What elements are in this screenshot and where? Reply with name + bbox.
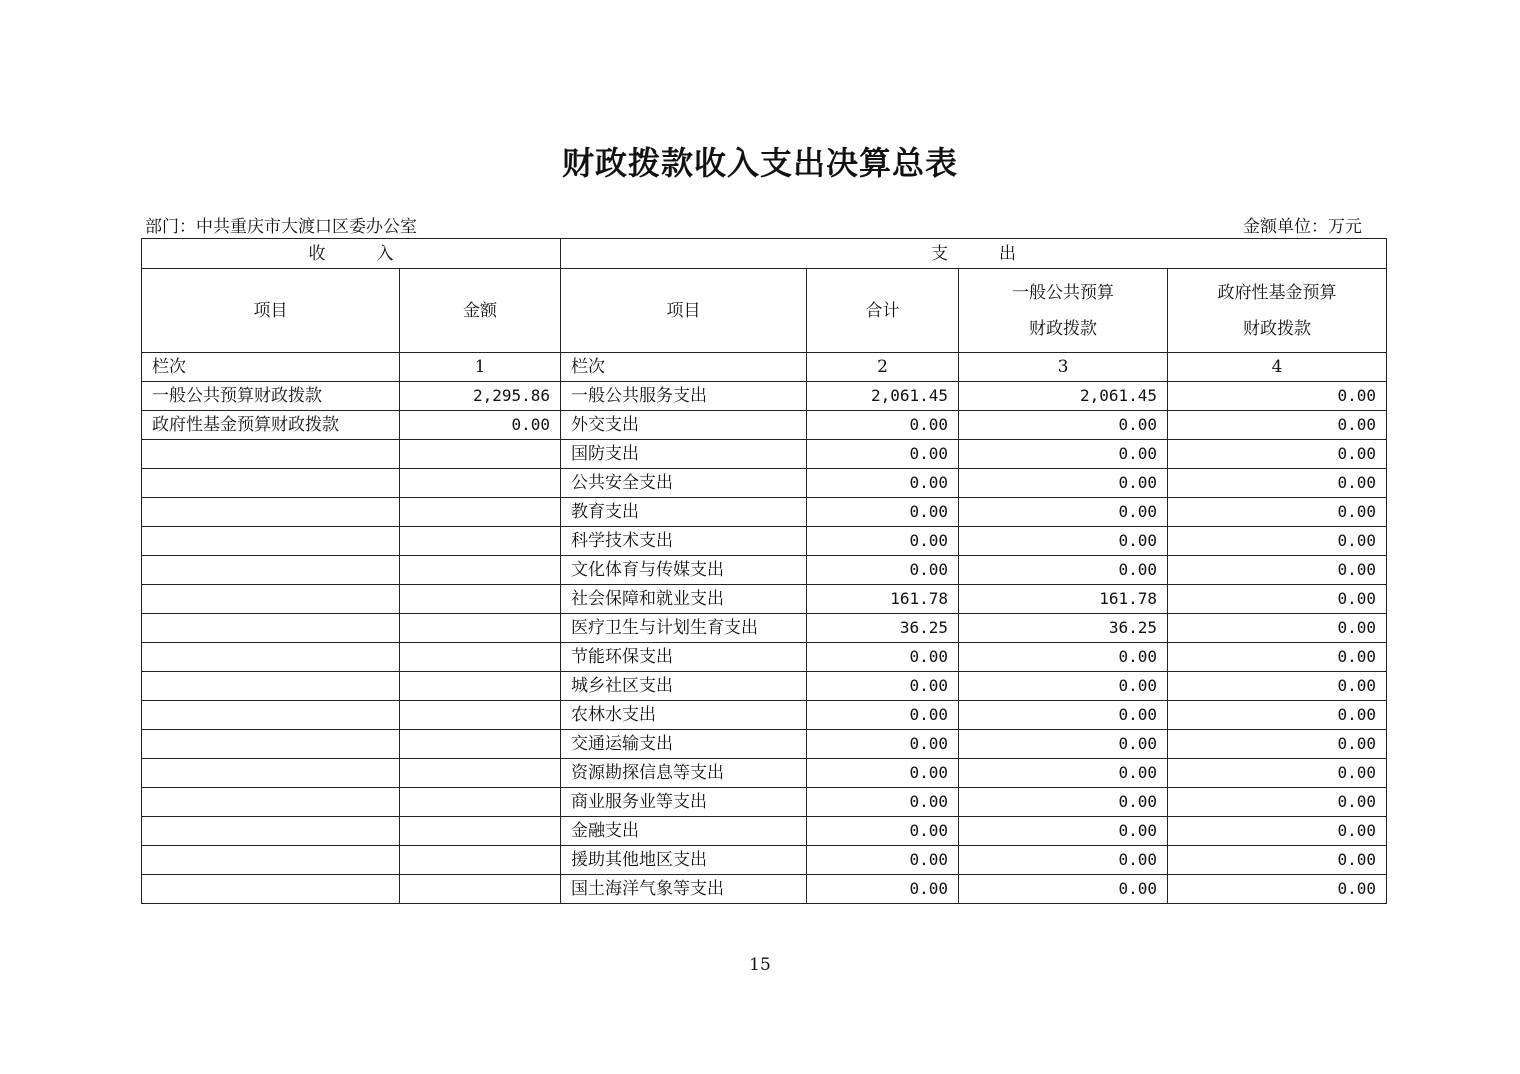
income-amount-cell [400, 875, 561, 904]
total-cell: 0.00 [807, 527, 959, 556]
total-cell: 2,061.45 [807, 382, 959, 411]
general-budget-cell: 0.00 [959, 730, 1168, 759]
column-header-row [142, 269, 1387, 353]
table-row [142, 701, 1387, 730]
total-cell: 0.00 [807, 817, 959, 846]
general-budget-cell: 0.00 [959, 643, 1168, 672]
column-index-4: 4 [1168, 353, 1387, 382]
table-row [142, 527, 1387, 556]
expense-item-cell: 城乡社区支出 [561, 672, 807, 701]
general-budget-cell: 0.00 [959, 701, 1168, 730]
income-item-cell [142, 701, 400, 730]
table-row [142, 382, 1387, 411]
income-item-cell [142, 846, 400, 875]
expense-item-cell: 商业服务业等支出 [561, 788, 807, 817]
fund-budget-cell: 0.00 [1168, 382, 1387, 411]
fund-budget-cell: 0.00 [1168, 643, 1387, 672]
table-row [142, 817, 1387, 846]
income-item-cell [142, 469, 400, 498]
income-item-cell [142, 875, 400, 904]
income-amount-cell [400, 498, 561, 527]
general-budget-cell: 161.78 [959, 585, 1168, 614]
column-index-row [142, 353, 1387, 382]
income-item-cell [142, 585, 400, 614]
total-cell: 0.00 [807, 672, 959, 701]
expense-item-cell: 教育支出 [561, 498, 807, 527]
fund-budget-cell: 0.00 [1168, 469, 1387, 498]
expense-item-cell: 农林水支出 [561, 701, 807, 730]
expense-item-cell: 国防支出 [561, 440, 807, 469]
column-index-label-expense: 栏次 [561, 353, 807, 382]
income-amount-cell [400, 846, 561, 875]
table-row [142, 556, 1387, 585]
expense-item-cell: 交通运输支出 [561, 730, 807, 759]
header-income-item: 项目 [142, 269, 400, 353]
expense-item-cell: 援助其他地区支出 [561, 846, 807, 875]
income-item-cell [142, 498, 400, 527]
income-amount-cell [400, 788, 561, 817]
general-budget-cell: 0.00 [959, 788, 1168, 817]
fund-budget-cell: 0.00 [1168, 875, 1387, 904]
header-income-amount: 金额 [400, 269, 561, 353]
fund-budget-cell: 0.00 [1168, 411, 1387, 440]
fund-budget-cell: 0.00 [1168, 759, 1387, 788]
header-total: 合计 [807, 269, 959, 353]
table-row [142, 585, 1387, 614]
income-item-cell [142, 440, 400, 469]
table-row [142, 730, 1387, 759]
income-amount-cell [400, 759, 561, 788]
income-item-cell [142, 527, 400, 556]
table-row [142, 498, 1387, 527]
total-cell: 0.00 [807, 701, 959, 730]
table-row [142, 759, 1387, 788]
income-item-cell [142, 643, 400, 672]
section-income: 收 入 [142, 239, 561, 269]
fund-budget-cell: 0.00 [1168, 585, 1387, 614]
general-budget-cell: 0.00 [959, 875, 1168, 904]
general-budget-cell: 0.00 [959, 846, 1168, 875]
general-budget-cell: 0.00 [959, 440, 1168, 469]
header-general-line2: 财政拨款 [1029, 318, 1097, 339]
header-expense-item: 项目 [561, 269, 807, 353]
budget-table [141, 238, 1387, 904]
header-general-budget [959, 269, 1168, 353]
expense-item-cell: 一般公共服务支出 [561, 382, 807, 411]
table-row [142, 875, 1387, 904]
table-row [142, 614, 1387, 643]
income-amount-cell [400, 527, 561, 556]
general-budget-cell: 2,061.45 [959, 382, 1168, 411]
general-budget-cell: 0.00 [959, 527, 1168, 556]
total-cell: 0.00 [807, 440, 959, 469]
header-general-line1: 一般公共预算 [1012, 282, 1114, 303]
column-index-label-income: 栏次 [142, 353, 400, 382]
fund-budget-cell: 0.00 [1168, 556, 1387, 585]
income-item-cell [142, 788, 400, 817]
income-amount-cell [400, 643, 561, 672]
total-cell: 0.00 [807, 556, 959, 585]
general-budget-cell: 0.00 [959, 411, 1168, 440]
income-item-cell [142, 614, 400, 643]
fund-budget-cell: 0.00 [1168, 817, 1387, 846]
income-item-cell [142, 672, 400, 701]
header-fund-line2: 财政拨款 [1243, 318, 1311, 339]
fund-budget-cell: 0.00 [1168, 846, 1387, 875]
total-cell: 0.00 [807, 730, 959, 759]
expense-item-cell: 金融支出 [561, 817, 807, 846]
header-fund-budget [1168, 269, 1387, 353]
table-row [142, 643, 1387, 672]
fund-budget-cell: 0.00 [1168, 730, 1387, 759]
income-item-cell: 政府性基金预算财政拨款 [142, 411, 400, 440]
expense-item-cell: 节能环保支出 [561, 643, 807, 672]
expense-item-cell: 社会保障和就业支出 [561, 585, 807, 614]
department-label: 部门：中共重庆市大渡口区委办公室 [145, 217, 417, 237]
income-amount-cell [400, 440, 561, 469]
fund-budget-cell: 0.00 [1168, 672, 1387, 701]
income-item-cell [142, 817, 400, 846]
general-budget-cell: 0.00 [959, 759, 1168, 788]
page-number: 15 [749, 955, 771, 975]
income-amount-cell [400, 614, 561, 643]
fund-budget-cell: 0.00 [1168, 701, 1387, 730]
income-amount-cell [400, 701, 561, 730]
income-amount-cell [400, 585, 561, 614]
table-row [142, 672, 1387, 701]
general-budget-cell: 0.00 [959, 672, 1168, 701]
income-amount-cell: 2,295.86 [400, 382, 561, 411]
expense-item-cell: 公共安全支出 [561, 469, 807, 498]
expense-item-cell: 外交支出 [561, 411, 807, 440]
fund-budget-cell: 0.00 [1168, 614, 1387, 643]
fund-budget-cell: 0.00 [1168, 527, 1387, 556]
total-cell: 0.00 [807, 788, 959, 817]
general-budget-cell: 36.25 [959, 614, 1168, 643]
table-row [142, 788, 1387, 817]
income-amount-cell: 0.00 [400, 411, 561, 440]
expense-item-cell: 科学技术支出 [561, 527, 807, 556]
income-amount-cell [400, 817, 561, 846]
total-cell: 0.00 [807, 759, 959, 788]
income-amount-cell [400, 556, 561, 585]
column-index-1: 1 [400, 353, 561, 382]
expense-item-cell: 资源勘探信息等支出 [561, 759, 807, 788]
unit-label: 金额单位：万元 [1243, 217, 1362, 237]
report-title: 财政拨款收入支出决算总表 [561, 144, 958, 182]
total-cell: 0.00 [807, 411, 959, 440]
column-index-3: 3 [959, 353, 1168, 382]
expense-item-cell: 国土海洋气象等支出 [561, 875, 807, 904]
total-cell: 0.00 [807, 643, 959, 672]
income-amount-cell [400, 672, 561, 701]
table-row [142, 411, 1387, 440]
general-budget-cell: 0.00 [959, 469, 1168, 498]
income-amount-cell [400, 469, 561, 498]
income-amount-cell [400, 730, 561, 759]
table-row [142, 846, 1387, 875]
fund-budget-cell: 0.00 [1168, 498, 1387, 527]
general-budget-cell: 0.00 [959, 498, 1168, 527]
total-cell: 0.00 [807, 498, 959, 527]
fund-budget-cell: 0.00 [1168, 440, 1387, 469]
table-row [142, 469, 1387, 498]
total-cell: 36.25 [807, 614, 959, 643]
total-cell: 0.00 [807, 469, 959, 498]
fund-budget-cell: 0.00 [1168, 788, 1387, 817]
expense-item-cell: 医疗卫生与计划生育支出 [561, 614, 807, 643]
header-fund-line1: 政府性基金预算 [1217, 282, 1337, 303]
general-budget-cell: 0.00 [959, 817, 1168, 846]
income-item-cell [142, 730, 400, 759]
income-item-cell: 一般公共预算财政拨款 [142, 382, 400, 411]
expense-item-cell: 文化体育与传媒支出 [561, 556, 807, 585]
section-header-row [142, 239, 1387, 269]
total-cell: 161.78 [807, 585, 959, 614]
table-row [142, 440, 1387, 469]
section-expense: 支 出 [561, 239, 1387, 269]
general-budget-cell: 0.00 [959, 556, 1168, 585]
total-cell: 0.00 [807, 875, 959, 904]
total-cell: 0.00 [807, 846, 959, 875]
income-item-cell [142, 759, 400, 788]
income-item-cell [142, 556, 400, 585]
column-index-2: 2 [807, 353, 959, 382]
